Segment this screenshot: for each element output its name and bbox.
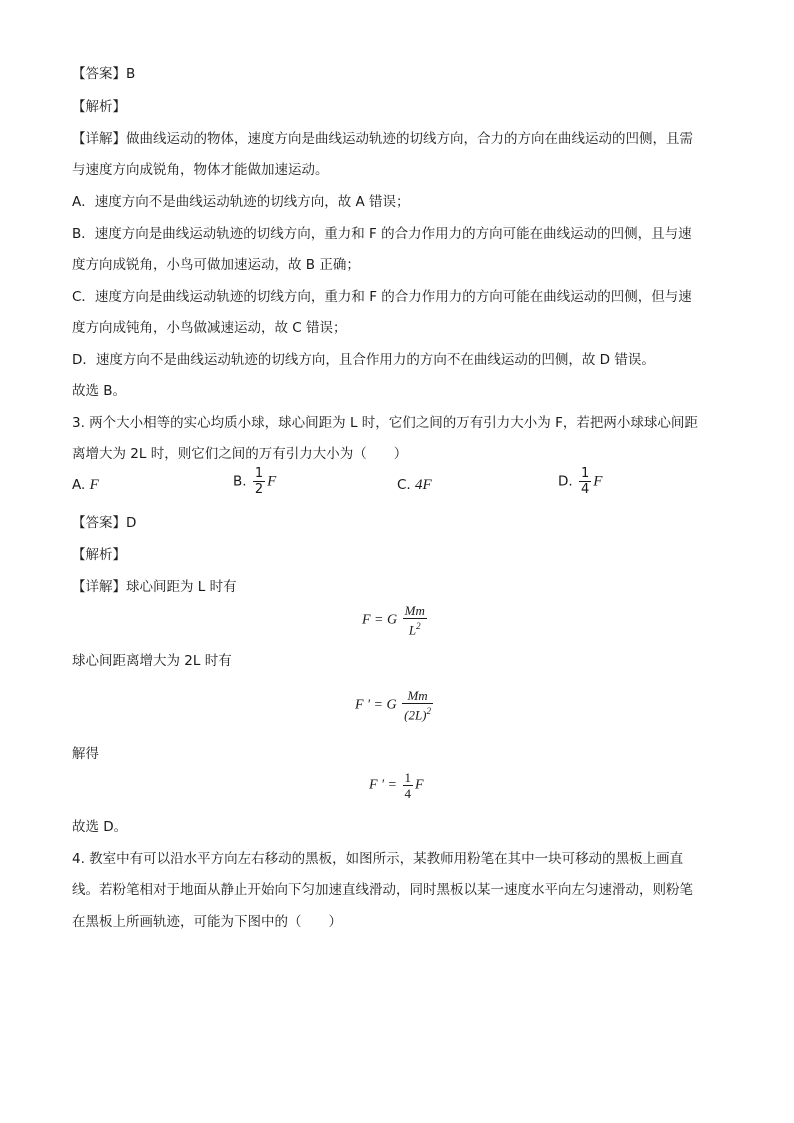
q2-detail-line-1: 【详解】做曲线运动的物体，速度方向是曲线运动轨迹的切线方向，合力的方向在曲线运动的凹侧，且需 bbox=[72, 131, 693, 147]
q4-stem-line-2: 线。若粉笔相对于地面从静止开始向下匀加速直线滑动，同时黑板以某一速度水平向左匀速滑动，则粉笔 bbox=[72, 882, 693, 898]
q4-stem-line-3: 在黑板上所画轨迹，可能为下图中的（ ） bbox=[72, 914, 342, 930]
q3-choose: 故选 D。 bbox=[72, 819, 128, 835]
q3-equation-2-lhs: F ' = G bbox=[355, 697, 397, 713]
q3-option-c-value: 4F bbox=[415, 477, 432, 493]
q3-option-a-value: F bbox=[89, 477, 99, 493]
q3-equation-2 bbox=[355, 688, 435, 722]
q3-solve-text: 解得 bbox=[72, 746, 99, 762]
q3-option-b-variable: F bbox=[267, 473, 277, 490]
q3-option-d bbox=[558, 466, 602, 497]
q3-option-a bbox=[72, 477, 99, 494]
q3-equation-3-variable: F bbox=[415, 777, 424, 793]
q3-option-b-label: B. bbox=[233, 473, 247, 490]
q3-analysis-heading: 【解析】 bbox=[72, 547, 126, 563]
q3-equation-1-fraction: $\frac{Mm}{L^2}$ bbox=[404, 603, 425, 638]
q2-option-c-explanation-2: 度方向成钝角，小鸟做减速运动，故 C 错误； bbox=[72, 320, 347, 336]
q2-option-b-explanation-1: B．速度方向是曲线运动轨迹的切线方向，重力和 F 的合力作用力的方向可能在曲线运动的凹侧，且与速 bbox=[72, 226, 692, 242]
q3-option-b-fraction: $\frac{1}{2}$ bbox=[254, 466, 264, 497]
q2-option-a-explanation: A．速度方向不是曲线运动轨迹的切线方向，故 A 错误； bbox=[72, 194, 410, 210]
q3-option-d-label: D. bbox=[558, 473, 573, 490]
q3-equation-1 bbox=[362, 603, 429, 637]
q2-option-d-explanation: D．速度方向不是曲线运动轨迹的切线方向，且合作用力的方向不在曲线运动的凹侧，故 D 错误。 bbox=[72, 352, 655, 368]
q3-equation-3-lhs: F ' = bbox=[369, 777, 397, 793]
q3-equation-3-fraction: $\frac{1}{4}$ bbox=[404, 770, 411, 801]
q2-analysis-heading: 【解析】 bbox=[72, 99, 126, 115]
q3-option-a-label: A. bbox=[72, 477, 86, 493]
q2-choose: 故选 B。 bbox=[72, 383, 127, 399]
q2-option-b-explanation-2: 度方向成锐角，小鸟可做加速运动，故 B 正确； bbox=[72, 257, 360, 273]
q3-option-b bbox=[233, 466, 276, 497]
q4-stem-line-1: 4. 教室中有可以沿水平方向左右移动的黑板，如图所示，某教师用粉笔在其中一块可移动的黑板上画直 bbox=[72, 851, 684, 867]
q3-equation-3 bbox=[369, 770, 424, 801]
q2-detail-line-2: 与速度方向成锐角，物体才能做加速运动。 bbox=[72, 162, 329, 178]
q2-answer: 【答案】B bbox=[72, 66, 136, 82]
q3-option-c-label: C. bbox=[397, 477, 411, 493]
q3-stem-line-1: 3. 两个大小相等的实心均质小球，球心间距为 L 时，它们之间的万有引力大小为 F，若把两小球球心间距 bbox=[72, 415, 698, 431]
q3-stem-line-2: 离增大为 2L 时，则它们之间的万有引力大小为（ ） bbox=[72, 446, 408, 462]
q3-equation-2-fraction: $\frac{Mm}{(2L)^2}$ bbox=[404, 688, 431, 723]
q3-detail: 【详解】球心间距为 L 时有 bbox=[72, 579, 237, 595]
q3-option-d-fraction: $\frac{1}{4}$ bbox=[580, 466, 590, 497]
q3-option-c bbox=[397, 477, 432, 494]
q3-mid-text: 球心间距离增大为 2L 时有 bbox=[72, 653, 232, 669]
q3-option-d-variable: F bbox=[593, 473, 603, 490]
q2-option-c-explanation-1: C．速度方向是曲线运动轨迹的切线方向，重力和 F 的合力作用力的方向可能在曲线运动的凹侧，但与速 bbox=[72, 289, 692, 305]
q3-answer: 【答案】D bbox=[72, 515, 137, 531]
q3-equation-1-lhs: F = G bbox=[362, 612, 398, 628]
